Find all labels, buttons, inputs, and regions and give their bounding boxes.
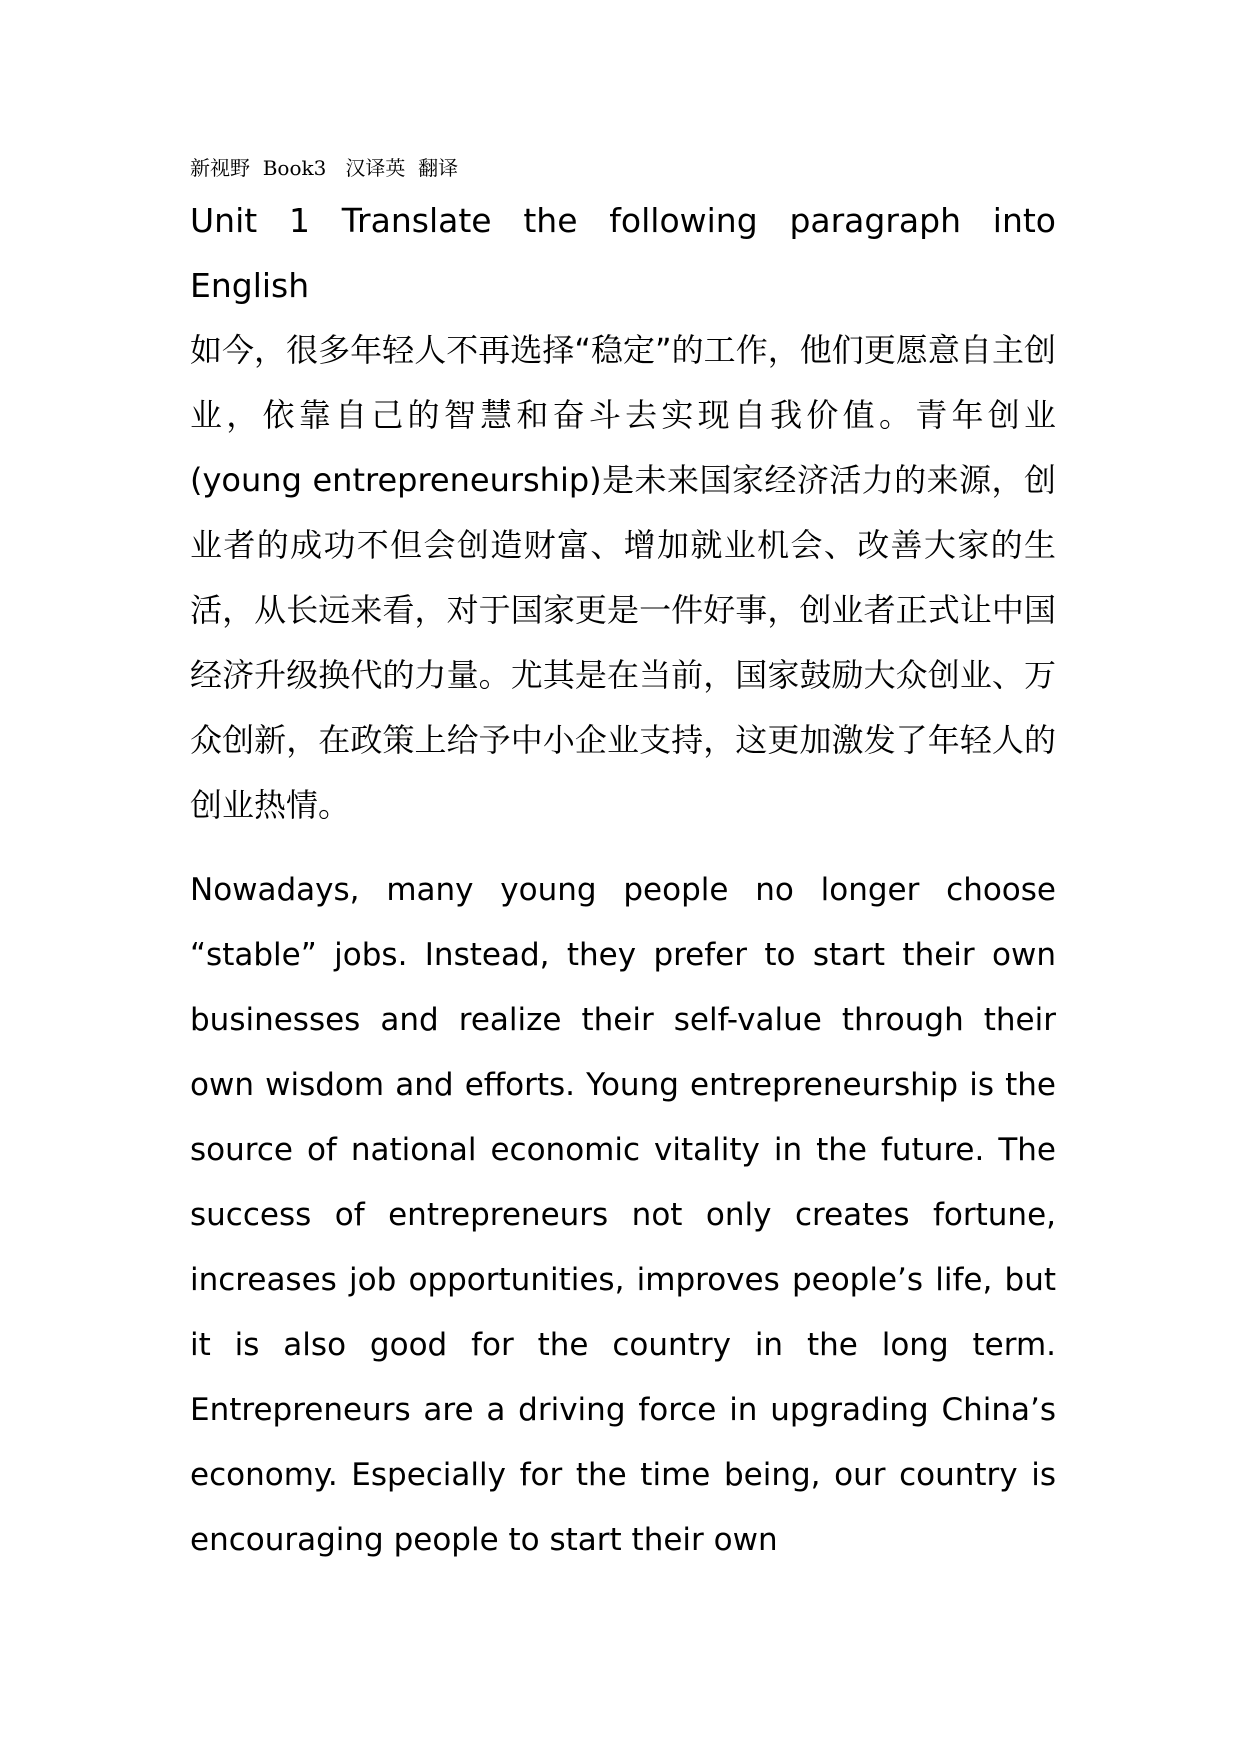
exercise-title: Unit 1 Translate the following paragraph into English	[190, 201, 1056, 305]
english-translation-paragraph: Nowadays, many young people no longer choose “stable” jobs. Instead, they prefer to start their own businesses and realize their self-value through their own wisdom and efforts. Young entrepreneurship is the source of national economic vitality in the future. The success of entrepreneurs not only creates fortune, increases job opportunities, improves people’s life, but it is also good for the country in the long term. Entrepreneurs are a driving force in upgrading China’s economy. Especially for the time being, our country is encouraging people to start their own	[190, 872, 1056, 1558]
document-header: 新视野 Book3 汉译英 翻译	[190, 156, 459, 180]
document-page	[190, 148, 1056, 1573]
chinese-source-paragraph: 如今，很多年轻人不再选择“稳定”的工作，他们更愿意自主创业，依靠自己的智慧和奋斗去实现自我价值。青年创业(young entrepreneurship)是未来国家经济活力的来源，创业者的成功不但会创造财富、增加就业机会、改善大家的生活，从长远来看，对于国家更是一件好事，创业者正式让中国经济升级换代的力量。尤其是在当前，国家鼓励大众创业、万众创新，在政策上给予中小企业支持，这更加激发了年轻人的创业热情。	[190, 331, 1056, 824]
paragraph-spacer	[190, 838, 1056, 858]
